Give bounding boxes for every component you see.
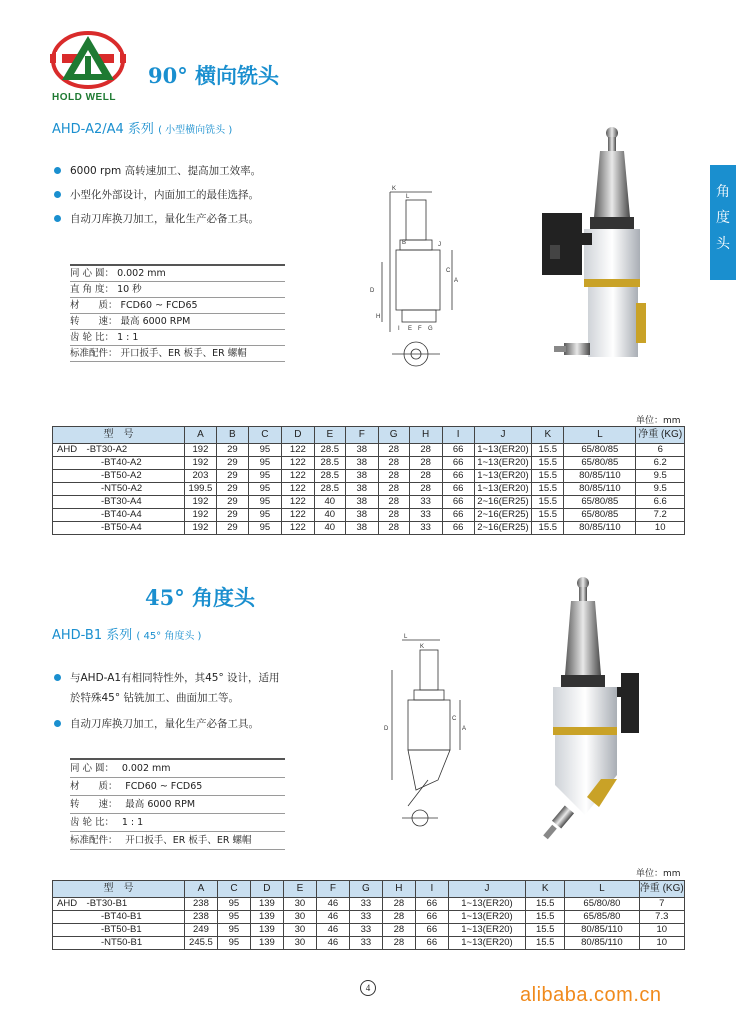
bullet-item: 小型化外部设计，内面加工的最佳选择。 xyxy=(54,187,354,211)
table-cell: 15.5 xyxy=(526,937,565,950)
column-header: E xyxy=(314,427,345,444)
model-cell: -BT40-A4 xyxy=(53,509,185,522)
table-cell: 122 xyxy=(281,522,314,535)
table-row xyxy=(53,509,685,522)
drawing-label: D xyxy=(384,726,389,732)
table-row xyxy=(53,937,685,950)
model-cell: -NT50-B1 xyxy=(53,937,185,950)
table-cell: 1~13(ER20) xyxy=(474,470,532,483)
section2-subtitle-series: AHD-B1 系列 xyxy=(52,628,133,643)
bullet-item: 自动刀库换刀加工，量化生产必备工具。 xyxy=(54,211,354,235)
model-cell: -BT50-A2 xyxy=(53,470,185,483)
bullet-item: 於特殊45° 钻铣加工、曲面加工等。 xyxy=(70,692,239,704)
spec-label: 直 角 度： xyxy=(70,284,115,295)
table-cell: 33 xyxy=(349,898,382,911)
table-cell: 33 xyxy=(349,937,382,950)
table-cell: 65/80/85 xyxy=(564,496,636,509)
section1-technical-drawing xyxy=(362,182,472,372)
company-logo xyxy=(48,30,128,105)
bullet-item: 6000 rpm 高转速加工、提高加工效率。 xyxy=(54,163,354,187)
table-cell: 65/80/85 xyxy=(564,509,636,522)
table-cell: 139 xyxy=(250,924,283,937)
watermark-text: alibaba.com.cn xyxy=(520,984,662,1006)
table-cell: 1~13(ER20) xyxy=(448,937,525,950)
drawing-label: E xyxy=(408,326,413,332)
table-cell: 66 xyxy=(442,444,474,457)
bullet-dot-icon xyxy=(54,167,61,174)
table-cell: 1~13(ER20) xyxy=(474,483,532,496)
table-cell: 95 xyxy=(248,509,281,522)
spec-value: 最高 6000 RPM xyxy=(120,316,191,327)
column-header: I xyxy=(415,881,448,898)
bullet-item: 与AHD-A1有相同特性外，其45° 设计，适用 xyxy=(54,670,354,690)
table-cell: 192 xyxy=(184,522,216,535)
table-cell: 95 xyxy=(217,911,250,924)
drawing-label: L xyxy=(404,634,408,640)
table-cell: 38 xyxy=(345,496,378,509)
drawing-label: I xyxy=(398,326,400,332)
bullet-item: 自动刀库换刀加工，量化生产必备工具。 xyxy=(54,716,354,736)
column-header: F xyxy=(316,881,349,898)
table-cell: 46 xyxy=(316,924,349,937)
table-cell: 28 xyxy=(378,522,409,535)
drawing-label: F xyxy=(418,326,422,332)
section2-table-body xyxy=(53,898,685,950)
model-cell: -BT30-A4 xyxy=(53,496,185,509)
table-cell: 1~13(ER20) xyxy=(474,444,532,457)
table-cell: 95 xyxy=(248,457,281,470)
section2-subtitle xyxy=(52,624,201,643)
table-cell: 95 xyxy=(217,924,250,937)
table-cell: 38 xyxy=(345,509,378,522)
table-cell: 29 xyxy=(216,509,248,522)
table-cell: 80/85/110 xyxy=(565,937,639,950)
bullet-dot-icon xyxy=(54,720,61,727)
model-cell: AHD -BT30-B1 xyxy=(53,898,185,911)
table-cell: 15.5 xyxy=(532,470,564,483)
table-row xyxy=(53,496,685,509)
table-cell: 238 xyxy=(184,898,217,911)
table-row xyxy=(53,444,685,457)
table-header-row xyxy=(53,427,685,444)
table-cell: 139 xyxy=(250,898,283,911)
table-cell: 95 xyxy=(217,898,250,911)
table-cell: 29 xyxy=(216,496,248,509)
table-cell: 1~13(ER20) xyxy=(448,924,525,937)
model-cell: -BT50-B1 xyxy=(53,924,185,937)
side-category-tab xyxy=(710,165,736,280)
table-cell: 15.5 xyxy=(526,898,565,911)
table-cell: 38 xyxy=(345,444,378,457)
table-cell: 122 xyxy=(281,496,314,509)
table-cell: 33 xyxy=(349,911,382,924)
table-cell: 6 xyxy=(636,444,685,457)
column-header: C xyxy=(217,881,250,898)
spec-row xyxy=(70,264,285,282)
table-cell: 192 xyxy=(184,457,216,470)
spec-value: 1 : 1 xyxy=(117,332,139,343)
spec-label: 标准配件： xyxy=(70,835,113,846)
spec-label: 齿 轮 比： xyxy=(70,332,115,343)
bullet-dot-icon xyxy=(54,215,61,222)
table-cell: 29 xyxy=(216,457,248,470)
table-cell: 80/85/110 xyxy=(564,470,636,483)
drawing-label: L xyxy=(406,194,410,200)
table-cell: 6.6 xyxy=(636,496,685,509)
spec-row xyxy=(70,758,285,778)
spec-value: FCD60 ~ FCD65 xyxy=(120,300,198,311)
table-cell: 15.5 xyxy=(532,522,564,535)
table-cell: 192 xyxy=(184,496,216,509)
table-cell: 95 xyxy=(248,483,281,496)
table-cell: 28 xyxy=(409,457,442,470)
table-cell: 30 xyxy=(283,898,316,911)
model-cell: -BT40-B1 xyxy=(53,911,185,924)
table-header-row xyxy=(53,881,685,898)
table-row xyxy=(53,924,685,937)
table-cell: 192 xyxy=(184,444,216,457)
table-cell: 29 xyxy=(216,444,248,457)
table-cell: 66 xyxy=(415,898,448,911)
table-cell: 66 xyxy=(415,937,448,950)
table-cell: 95 xyxy=(217,937,250,950)
spec-row xyxy=(70,832,285,850)
table-cell: 28 xyxy=(409,483,442,496)
table-cell: 80/85/110 xyxy=(564,522,636,535)
section1-unit-label: 单位：mm xyxy=(636,416,681,426)
section1-subtitle-series: AHD-A2/A4 系列 xyxy=(52,122,154,137)
spec-value: FCD60 ~ FCD65 xyxy=(125,781,203,792)
section1-spec-table xyxy=(52,426,685,535)
spec-row xyxy=(70,298,285,314)
table-cell: 38 xyxy=(345,470,378,483)
table-cell: 122 xyxy=(281,483,314,496)
spec-row xyxy=(70,796,285,814)
table-cell: 40 xyxy=(314,496,345,509)
table-cell: 203 xyxy=(184,470,216,483)
drawing-label: H xyxy=(376,314,381,320)
spec-row xyxy=(70,282,285,298)
drawing-label: C xyxy=(446,268,451,274)
table-cell: 33 xyxy=(409,522,442,535)
column-header: H xyxy=(409,427,442,444)
column-header: J xyxy=(474,427,532,444)
column-header: J xyxy=(448,881,525,898)
side-tab-char: 头 xyxy=(716,236,730,252)
table-row xyxy=(53,911,685,924)
table-cell: 249 xyxy=(184,924,217,937)
section2-bullets xyxy=(54,670,354,736)
section1-bullets xyxy=(54,163,354,235)
table-cell: 28 xyxy=(378,483,409,496)
table-cell: 2~16(ER25) xyxy=(474,496,532,509)
section2-subtitle-note: ( 45° 角度头 ) xyxy=(136,631,202,642)
table-cell: 1~13(ER20) xyxy=(448,911,525,924)
table-cell: 122 xyxy=(281,457,314,470)
column-header: G xyxy=(349,881,382,898)
table-cell: 40 xyxy=(314,522,345,535)
table-cell: 122 xyxy=(281,470,314,483)
table-cell: 28 xyxy=(382,924,415,937)
spec-label: 材 质： xyxy=(70,300,118,311)
table-cell: 28 xyxy=(378,457,409,470)
column-header: D xyxy=(281,427,314,444)
table-cell: 28 xyxy=(409,444,442,457)
model-cell: -BT50-A4 xyxy=(53,522,185,535)
drawing-label: G xyxy=(428,326,433,332)
drawing-label: B xyxy=(402,240,407,246)
drawing-label: J xyxy=(438,242,441,248)
table-cell: 38 xyxy=(345,457,378,470)
table-cell: 7 xyxy=(639,898,684,911)
table-cell: 29 xyxy=(216,522,248,535)
column-header: B xyxy=(216,427,248,444)
table-cell: 66 xyxy=(442,483,474,496)
table-cell: 95 xyxy=(248,444,281,457)
drawing-label: A xyxy=(454,278,459,284)
table-cell: 33 xyxy=(409,509,442,522)
column-header: L xyxy=(564,427,636,444)
table-cell: 238 xyxy=(184,911,217,924)
table-cell: 192 xyxy=(184,509,216,522)
table-cell: 28.5 xyxy=(314,444,345,457)
table-cell: 66 xyxy=(442,509,474,522)
column-header: C xyxy=(248,427,281,444)
table-cell: 15.5 xyxy=(526,911,565,924)
holdwell-logo-icon xyxy=(48,30,128,90)
table-cell: 7.2 xyxy=(636,509,685,522)
logo-wordmark: HOLD WELL xyxy=(52,92,116,103)
table-cell: 15.5 xyxy=(532,444,564,457)
table-cell: 1~13(ER20) xyxy=(448,898,525,911)
section1-table-body xyxy=(53,444,685,535)
column-header: F xyxy=(345,427,378,444)
table-cell: 66 xyxy=(415,924,448,937)
column-header: I xyxy=(442,427,474,444)
spec-row xyxy=(70,314,285,330)
spec-label: 齿 轮 比： xyxy=(70,817,110,828)
section2-product-photo xyxy=(535,575,665,845)
table-cell: 30 xyxy=(283,911,316,924)
table-cell: 15.5 xyxy=(532,457,564,470)
section2-unit-label: 单位：mm xyxy=(636,869,681,879)
table-cell: 122 xyxy=(281,444,314,457)
model-cell: -BT40-A2 xyxy=(53,457,185,470)
table-cell: 65/85/80 xyxy=(565,911,639,924)
table-cell: 30 xyxy=(283,924,316,937)
column-header: K xyxy=(526,881,565,898)
table-cell: 38 xyxy=(345,483,378,496)
section1-title: 90° 横向铣头 xyxy=(148,63,280,88)
table-cell: 10 xyxy=(636,522,685,535)
model-cell: AHD -BT30-A2 xyxy=(53,444,185,457)
table-cell: 95 xyxy=(248,470,281,483)
drawing-label: K xyxy=(392,186,397,192)
column-header: G xyxy=(378,427,409,444)
table-cell: 15.5 xyxy=(532,496,564,509)
drawing-label: A xyxy=(462,726,467,732)
column-header: 净重 (KG) xyxy=(636,427,685,444)
model-cell: -NT50-A2 xyxy=(53,483,185,496)
table-cell: 46 xyxy=(316,937,349,950)
table-cell: 15.5 xyxy=(532,509,564,522)
spec-label: 转 速： xyxy=(70,799,113,810)
table-cell: 65/80/80 xyxy=(565,898,639,911)
table-cell: 7.3 xyxy=(639,911,684,924)
table-cell: 9.5 xyxy=(636,483,685,496)
table-cell: 66 xyxy=(442,522,474,535)
table-cell: 28 xyxy=(378,470,409,483)
section2-technical-drawing xyxy=(380,630,480,830)
spec-value: 10 秒 xyxy=(117,284,142,295)
spec-value: 0.002 mm xyxy=(121,763,171,774)
spec-label: 转 速： xyxy=(70,316,118,327)
table-cell: 15.5 xyxy=(526,924,565,937)
table-cell: 15.5 xyxy=(532,483,564,496)
table-cell: 28.5 xyxy=(314,483,345,496)
table-cell: 28 xyxy=(382,937,415,950)
table-cell: 6.2 xyxy=(636,457,685,470)
table-cell: 33 xyxy=(349,924,382,937)
column-header: D xyxy=(250,881,283,898)
column-header: K xyxy=(532,427,564,444)
column-header: H xyxy=(382,881,415,898)
drawing-label: K xyxy=(420,644,425,650)
table-cell: 122 xyxy=(281,509,314,522)
column-header: A xyxy=(184,881,217,898)
table-cell: 199.5 xyxy=(184,483,216,496)
section1-subtitle xyxy=(52,118,232,137)
drawing-label: D xyxy=(370,288,375,294)
table-cell: 2~16(ER25) xyxy=(474,522,532,535)
table-cell: 33 xyxy=(409,496,442,509)
table-cell: 139 xyxy=(250,911,283,924)
table-cell: 139 xyxy=(250,937,283,950)
table-cell: 28 xyxy=(409,470,442,483)
column-header: L xyxy=(565,881,639,898)
bullet-dot-icon xyxy=(54,191,61,198)
spec-value: 1 : 1 xyxy=(121,817,144,828)
spec-row xyxy=(70,346,285,362)
spec-row xyxy=(70,778,285,796)
table-cell: 245.5 xyxy=(184,937,217,950)
table-cell: 28.5 xyxy=(314,457,345,470)
table-cell: 65/80/85 xyxy=(564,444,636,457)
table-cell: 66 xyxy=(442,457,474,470)
spec-value: 开口扳手、ER 板手、ER 螺帽 xyxy=(125,835,252,846)
table-cell: 28 xyxy=(378,496,409,509)
table-cell: 29 xyxy=(216,470,248,483)
section2-spec-list xyxy=(70,758,285,850)
spec-value: 最高 6000 RPM xyxy=(125,799,196,810)
table-cell: 28 xyxy=(382,911,415,924)
spec-label: 同 心 圆： xyxy=(70,763,110,774)
spec-row xyxy=(70,814,285,832)
table-row xyxy=(53,457,685,470)
table-cell: 66 xyxy=(442,496,474,509)
table-cell: 28 xyxy=(382,898,415,911)
spec-label: 标准配件： xyxy=(70,348,118,359)
table-cell: 95 xyxy=(248,522,281,535)
column-header: E xyxy=(283,881,316,898)
section1-product-photo xyxy=(520,125,660,370)
spec-label: 材 质： xyxy=(70,781,113,792)
table-cell: 2~16(ER25) xyxy=(474,509,532,522)
spec-value: 0.002 mm xyxy=(117,268,166,279)
table-cell: 9.5 xyxy=(636,470,685,483)
table-row xyxy=(53,483,685,496)
spec-value: 开口扳手、ER 板手、ER 螺帽 xyxy=(120,348,247,359)
table-cell: 28.5 xyxy=(314,470,345,483)
table-row xyxy=(53,470,685,483)
table-cell: 66 xyxy=(442,470,474,483)
bullet-dot-icon xyxy=(54,674,61,681)
table-cell: 80/85/110 xyxy=(565,924,639,937)
table-cell: 95 xyxy=(248,496,281,509)
drawing-label: C xyxy=(452,716,457,722)
table-row xyxy=(53,522,685,535)
section2-title: 45° 角度头 xyxy=(145,585,256,610)
table-cell: 10 xyxy=(639,937,684,950)
section1-subtitle-note: ( 小型横向铣头 ) xyxy=(158,125,233,136)
table-cell: 10 xyxy=(639,924,684,937)
side-tab-char: 度 xyxy=(716,210,730,226)
table-cell: 65/80/85 xyxy=(564,457,636,470)
page-number: 4 xyxy=(360,980,376,996)
table-cell: 80/85/110 xyxy=(564,483,636,496)
table-row xyxy=(53,898,685,911)
table-cell: 40 xyxy=(314,509,345,522)
table-cell: 66 xyxy=(415,911,448,924)
spec-label: 同 心 圆： xyxy=(70,268,115,279)
section1-spec-list xyxy=(70,264,285,362)
table-cell: 28 xyxy=(378,444,409,457)
table-cell: 29 xyxy=(216,483,248,496)
table-cell: 46 xyxy=(316,898,349,911)
column-header: 型 号 xyxy=(53,427,185,444)
spec-row xyxy=(70,330,285,346)
table-cell: 38 xyxy=(345,522,378,535)
column-header: 型 号 xyxy=(53,881,185,898)
table-cell: 1~13(ER20) xyxy=(474,457,532,470)
section2-spec-table xyxy=(52,880,685,950)
table-cell: 46 xyxy=(316,911,349,924)
table-cell: 28 xyxy=(378,509,409,522)
side-tab-char: 角 xyxy=(716,184,730,200)
column-header: 净重 (KG) xyxy=(639,881,684,898)
table-cell: 30 xyxy=(283,937,316,950)
column-header: A xyxy=(184,427,216,444)
